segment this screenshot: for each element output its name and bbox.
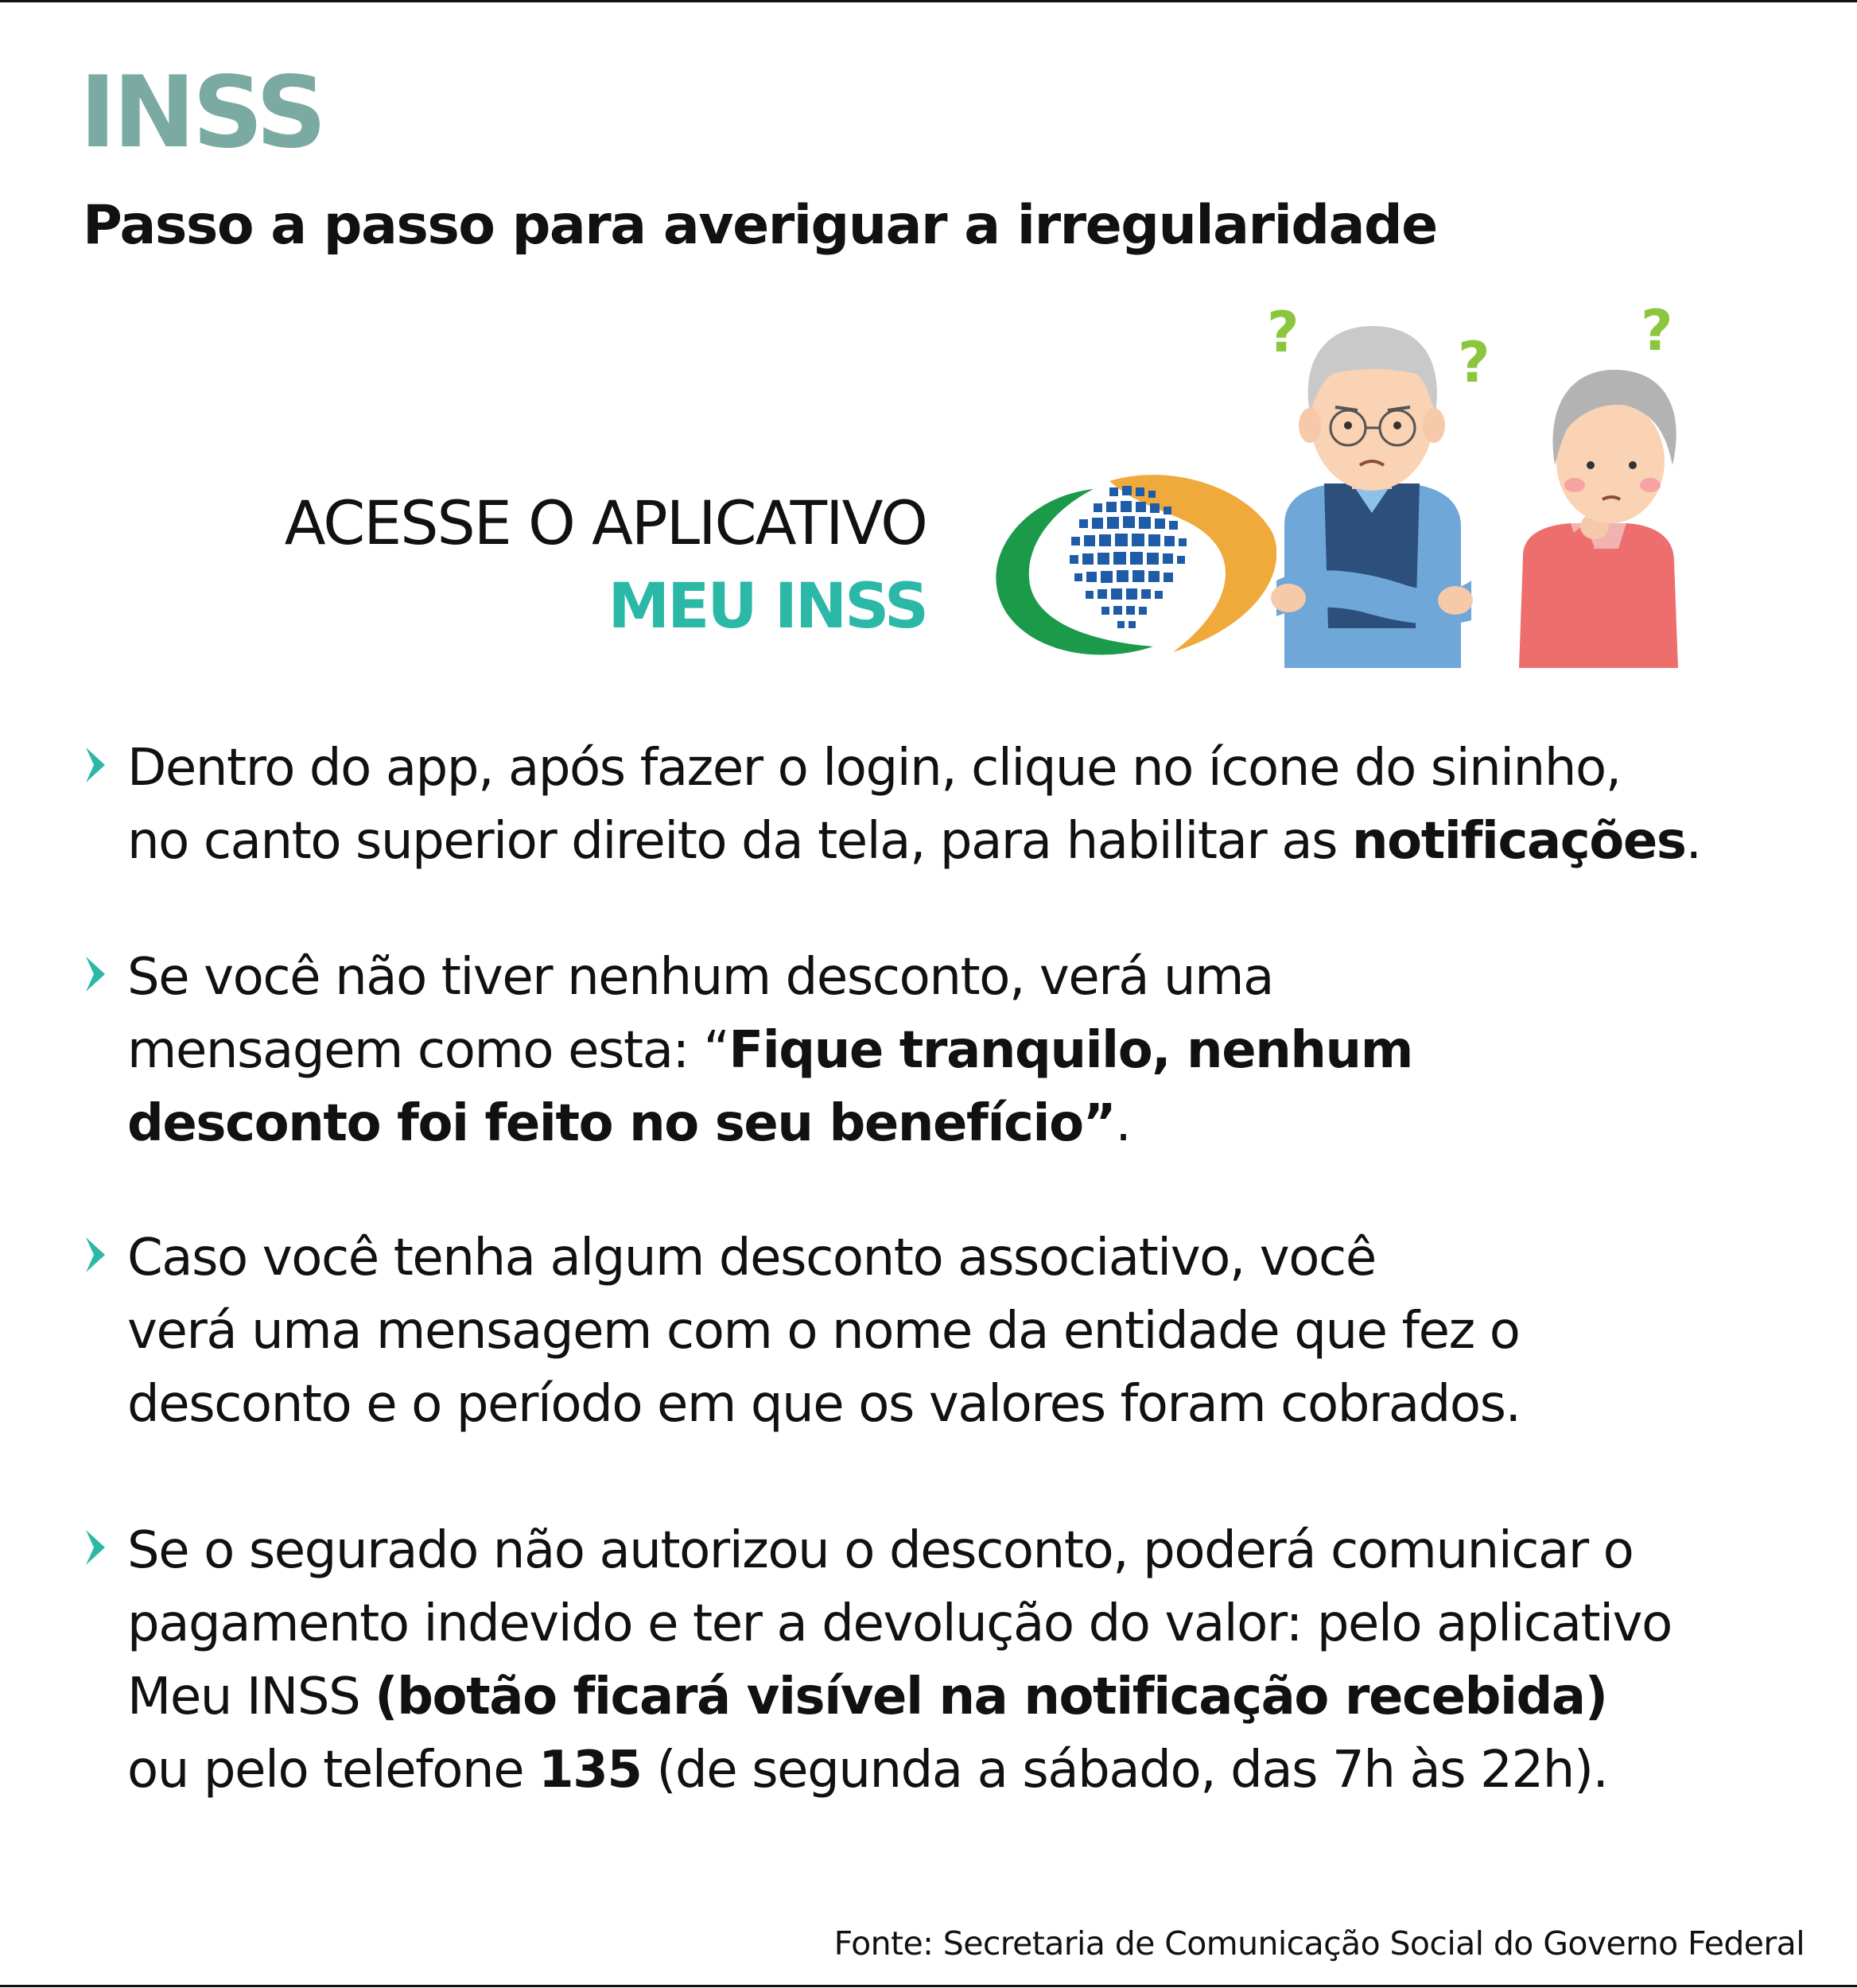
step-3-line-1: Caso você tenha algum desconto associativo, você <box>127 1229 1376 1287</box>
list-item <box>80 941 1829 1160</box>
section-kicker: INSS <box>80 56 324 170</box>
step-4-line-4: ou pelo telefone <box>127 1741 539 1800</box>
step-3-line-3: desconto e o período em que os valores foram cobrados. <box>127 1375 1521 1434</box>
meu-inss-logo-icon <box>974 465 1276 668</box>
step-1-emphasis: notificações <box>1352 812 1686 871</box>
bottom-rule <box>0 1985 1857 1987</box>
step-2-period: . <box>1115 1094 1131 1153</box>
step-2-quote-part-2: desconto foi feito no seu benefício <box>127 1094 1083 1153</box>
step-4-line-2: pagamento indevido e ter a devolução do valor: pelo aplicativo <box>127 1594 1672 1653</box>
cta-app-name: MEU INSS <box>608 571 927 643</box>
svg-text:?: ? <box>1641 298 1673 363</box>
step-2-quote-part-1: Fique tranquilo, nenhum <box>728 1021 1413 1080</box>
step-2-close-quote: ” <box>1082 1094 1116 1153</box>
list-item <box>80 1221 1829 1441</box>
step-1-line-1: Dentro do app, após fazer o login, clique no ícone do sininho, <box>127 739 1621 798</box>
step-2-line-1: Se você não tiver nenhum desconto, verá uma <box>127 948 1273 1007</box>
top-rule <box>0 0 1857 2</box>
chevron-right-icon <box>83 1234 110 1276</box>
step-1-line-2: no canto superior direito da tela, para habilitar as <box>127 812 1352 871</box>
svg-text:?: ? <box>1267 300 1300 365</box>
confused-elderly-couple-illustration <box>1253 294 1698 668</box>
list-item <box>80 732 1829 878</box>
step-4-line-3: Meu INSS <box>127 1668 375 1726</box>
chevron-right-icon <box>83 953 110 995</box>
cta-line-1: ACESSE O APLICATIVO <box>284 487 927 558</box>
page-title: Passo a passo para averiguar a irregularidade <box>83 194 1437 257</box>
step-2-line-2: mensagem como esta: “ <box>127 1021 729 1080</box>
chevron-right-icon <box>83 744 110 786</box>
step-1-period: . <box>1685 812 1701 871</box>
list-item <box>80 1514 1829 1807</box>
step-4-hours: (de segunda a sábado, das 7h às 22h). <box>641 1741 1608 1800</box>
step-4-button-note: (botão ficará visível na notificação recebida) <box>375 1668 1607 1726</box>
svg-text:?: ? <box>1458 330 1490 395</box>
source-credit: Fonte: Secretaria de Comunicação Social do Governo Federal <box>833 1924 1805 1963</box>
chevron-right-icon <box>83 1527 110 1568</box>
step-3-line-2: verá uma mensagem com o nome da entidade que fez o <box>127 1302 1520 1361</box>
step-4-phone-number: 135 <box>538 1741 642 1800</box>
step-4-line-1: Se o segurado não autorizou o desconto, poderá comunicar o <box>127 1521 1634 1580</box>
